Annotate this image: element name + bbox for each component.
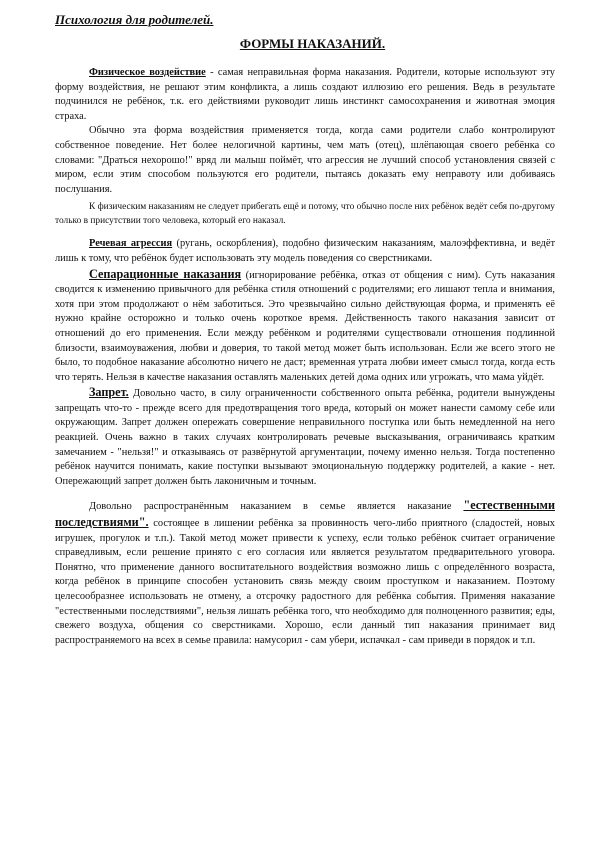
paragraph-physical [55, 66, 555, 124]
paragraph-separation [55, 267, 555, 386]
section-header: Психология для родителей. [55, 12, 214, 27]
text-physical: - самая неправильная форма наказания. Родители, которые используют эту форму воздействия, не решают этим конфликта, а лишь создают иллюзию его решения. Ведь в результате подчинился не ребёнок, т.к. его действиями руководит лишь инстинкт самосохранения и животная эмоция страха. [55, 67, 556, 122]
text-verbal: (ругань, оскорбления), подобно физическим наказаниям, малоэффективна, и ведёт лишь к тому, что ребёнок будет использовать эту модель поведения со сверстниками. [55, 238, 555, 264]
term-prohibition: Запрет. [89, 385, 129, 400]
document-title: ФОРМЫ НАКАЗАНИЙ. [239, 36, 386, 51]
paragraph-verbal [55, 237, 555, 266]
document-body [55, 66, 555, 648]
paragraph-natural [55, 498, 555, 648]
term-natural: "естественными последствиями". [55, 498, 555, 530]
text-prohibition: Довольно часто, в силу ограниченности собственного опыта ребёнка, родители вынуждены запрещать что-то - прежде всего для предотвращения того вреда, который он может нанести самому себе или окружающим. Запрет должен опережать совершение неправильного поступка или быть немедленной на него реакцией. Очень важно в таких случаях контролировать речевые высказывания, ограничиваясь кратким замечанием - "нельзя!" и отказываясь от развёрнутой аргументации, почему именно нельзя. Тогда постепенно ребёнок научится понимать, какие поступки вызывают эмоциональную поддержку родителей, а какие - нет. Опережающий запрет должен быть лаконичным и точным. [55, 388, 555, 487]
term-verbal: Речевая агрессия [89, 238, 173, 250]
intro-natural: Довольно распространённым наказанием в семье является наказание [89, 501, 464, 513]
text-separation: (игнорирование ребёнка, отказ от общения с ним). Суть наказания сводится к изменению привычного для ребёнка стиля отношений с родителями; его лишают тепла и внимания, хотя при этом продолжают о нём заботиться. Это чрезвычайно сильно действующая форма, и применять её нужно крайне осторожно и только очень короткое время. Действенность такого наказания зависит от отношений до его применения. Если между ребёнком и родителями существовали отношения подлинной близости, взаимоуважения, любви и доверия, то такой метод может быть использован. Если же всего этого не было, то подобное наказание абсолютно ничего не даст; временная утрата любви имеет смысл тогда, когда есть что терять. Нельзя в качестве наказания оставлять маленьких детей дома одних или угрожать, что мама уйдёт. [55, 269, 555, 383]
paragraph-physical-2: Обычно эта форма воздействия применяется тогда, когда сами родители слабо контролируют собственное поведение. Нет более нелогичной картины, чем мать (отец), шлёпающая своего ребёнка со словами: "Драться нехорошо!" вряд ли малыш поймёт, что агрессия не лучший способ установления связей с миром, если этим способом пользуются его родители, пытаясь доказать ему неправоту или добиваясь послушания. [55, 125, 555, 195]
paragraph-physical-3: К физическим наказаниям не следует прибегать ещё и потому, что обычно после них ребёнок ведёт себя по-другому только в присутствии того человека, который его наказал. [55, 202, 555, 227]
term-separation: Сепарационные наказания [89, 266, 242, 281]
term-physical: Физическое воздействие [89, 67, 206, 78]
paragraph-prohibition [55, 385, 555, 489]
text-natural: состоящее в лишении ребёнка за провинность чего-либо приятного (сладостей, новых игрушек, прогулок и т.п.). Такой метод может привести к успеху, если только ребёнок считает ограничение справедливым, если решение принято с его согласия или является результатом предварительного уговора. Понятно, что применение данного воспитательного воздействия возможно лишь с определённого возраста, когда ребёнок в принципе способен установить связь между своим проступком и наказанием. Поэтому целесообразнее использовать не отмену, а отсрочку радостного для ребёнка события. Применяя наказание "естественными последствиями", нельзя лишать ребёнка того, что необходимо для полноценного развития; еды, свежего воздуха, общения со сверстниками. Хорошо, если данный тип наказания принимает вид распространяемого на всех в семье правила: намусорил - сам убери, испачкал - сам приведи в порядок и т.п. [55, 518, 555, 646]
